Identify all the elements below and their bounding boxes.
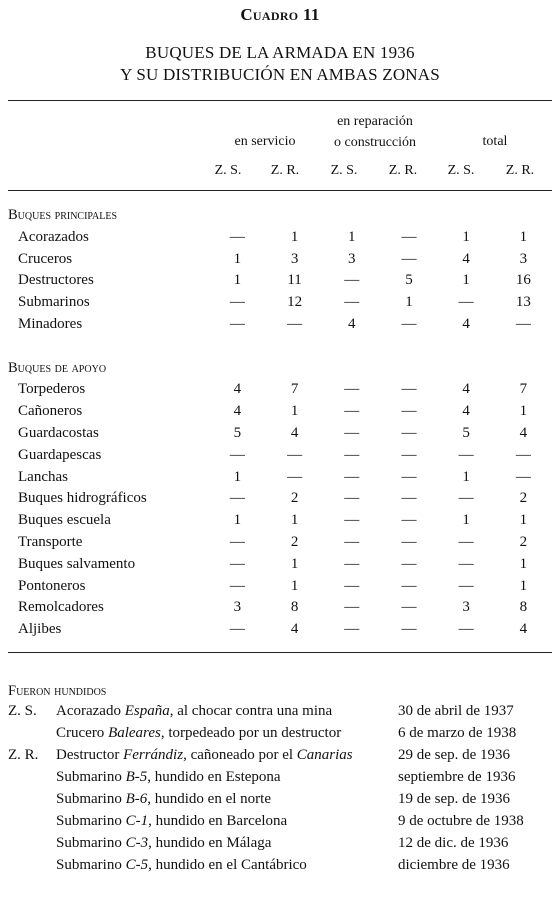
- table-cell: —: [515, 446, 531, 463]
- ship-type: Acorazados: [18, 228, 89, 245]
- sunk-date: 6 de marzo de 1938: [398, 725, 517, 741]
- col-header: Z. S.: [447, 163, 475, 178]
- sunk-date: 12 de dic. de 1936: [398, 835, 509, 851]
- ship-name: España: [124, 703, 170, 719]
- table-cell: —: [401, 403, 417, 420]
- sunk-entry: [8, 700, 548, 722]
- table-row: [8, 401, 552, 423]
- table-cell: 1: [290, 228, 299, 245]
- table-cell: 5: [405, 272, 413, 289]
- table-cell: —: [344, 621, 360, 638]
- table-cell: 8: [290, 599, 299, 616]
- table-cell: 7: [519, 381, 528, 398]
- table-cell: —: [344, 490, 360, 507]
- table-cell: 1: [519, 228, 528, 245]
- table-cell: 8: [519, 599, 528, 616]
- ship-type: Buques salvamento: [18, 555, 136, 572]
- sunk-entry: [8, 854, 548, 876]
- sunk-description: [56, 832, 398, 854]
- ship-type: Transporte: [18, 533, 83, 550]
- table-row: [8, 467, 552, 489]
- table-row: [8, 227, 552, 249]
- section-header-row: [8, 358, 552, 380]
- table-cell: 7: [290, 381, 299, 398]
- table-cell: —: [344, 424, 360, 441]
- table-row: [8, 576, 552, 598]
- sunk-text: Submarino: [56, 791, 126, 807]
- sunk-date: septiembre de 1936: [398, 769, 516, 785]
- sunk-zone: [8, 854, 56, 876]
- ship-type: Guardapescas: [18, 446, 102, 463]
- ship-type: Cruceros: [18, 250, 73, 267]
- table-cell: —: [401, 599, 417, 616]
- sunk-zone: [8, 832, 56, 854]
- table-cell: —: [287, 468, 303, 485]
- table-cell: 5: [233, 424, 242, 441]
- section-header-row: [8, 205, 552, 227]
- ship-type: Guardacostas: [18, 424, 99, 441]
- table-cell: 11: [287, 272, 302, 289]
- table-cell: —: [458, 294, 474, 311]
- table-row: [8, 423, 552, 445]
- ship-type: Cañoneros: [18, 403, 83, 420]
- table-row: [8, 292, 552, 314]
- table-cell: 1: [348, 228, 356, 245]
- table-cell: 1: [290, 512, 299, 529]
- group-header-reparacion-1: en reparación: [337, 114, 413, 129]
- sunk-text: , hundido en Barcelona: [148, 813, 288, 829]
- table-cell: 1: [519, 555, 528, 572]
- ship-type: Minadores: [18, 315, 83, 332]
- sunk-zone: [8, 722, 56, 744]
- table-cell: 16: [515, 272, 531, 289]
- table-cell: 1: [233, 468, 242, 485]
- table-cell: 3: [519, 250, 528, 267]
- sunk-text: , hundido en Málaga: [148, 835, 272, 851]
- table-cell: —: [229, 621, 245, 638]
- sunk-description: [56, 810, 398, 832]
- table-cell: —: [287, 446, 303, 463]
- sunk-date: diciembre de 1936: [398, 857, 510, 873]
- table-cell: 2: [519, 533, 528, 550]
- ship-name: C-1: [125, 813, 149, 829]
- table-cell: —: [344, 403, 360, 420]
- sunk-description: [56, 722, 398, 744]
- sunk-text: , torpedeado por un destructor: [160, 725, 342, 741]
- table-cell: —: [515, 468, 531, 485]
- table-cell: —: [344, 533, 360, 550]
- table-row: [8, 510, 552, 532]
- sunk-text: Submarino: [56, 813, 126, 829]
- table-cell: 1: [405, 294, 413, 311]
- table-cell: 1: [519, 403, 528, 420]
- col-header: Z. R.: [270, 163, 300, 178]
- table-cell: 1: [233, 250, 242, 267]
- table-cell: 3: [233, 599, 242, 616]
- ship-type: Lanchas: [18, 468, 68, 485]
- table-cell: 2: [290, 490, 299, 507]
- table-cell: —: [458, 490, 474, 507]
- sunk-entry: [8, 744, 548, 766]
- table-cell: —: [344, 294, 360, 311]
- table-cell: —: [458, 555, 474, 572]
- sunk-description: [56, 766, 398, 788]
- section-spacer: [8, 336, 552, 358]
- col-header: Z. S.: [214, 163, 242, 178]
- table-cell: 4: [233, 381, 242, 398]
- table-cell: —: [229, 533, 245, 550]
- table-cell: —: [401, 468, 417, 485]
- col-header: Z. R.: [388, 163, 418, 178]
- table-row: [8, 488, 552, 510]
- table-cell: —: [229, 446, 245, 463]
- table-cell: 3: [348, 250, 356, 267]
- sunk-list: [8, 700, 548, 876]
- sunk-entry: [8, 832, 548, 854]
- table-row: [8, 597, 552, 619]
- table-cell: —: [515, 315, 531, 332]
- sunk-description: [56, 788, 398, 810]
- table-cell: 4: [462, 250, 470, 267]
- sunk-text: , hundido en Estepona: [147, 769, 281, 785]
- table-cell: 1: [519, 577, 528, 594]
- table-cell: —: [229, 577, 245, 594]
- table-cell: 12: [287, 294, 303, 311]
- table-cell: —: [344, 446, 360, 463]
- table-row: [8, 270, 552, 292]
- table-cell: 4: [290, 621, 299, 638]
- sunk-zone: [8, 810, 56, 832]
- sunk-date: 30 de abril de 1937: [398, 703, 514, 719]
- sunk-text: , hundido en el Cantábrico: [148, 857, 307, 873]
- sunk-entry: [8, 766, 548, 788]
- table-cell: —: [229, 555, 245, 572]
- ship-name: B-5: [125, 769, 148, 785]
- table-cell: 4: [290, 424, 299, 441]
- table-cell: —: [401, 250, 417, 267]
- sunk-section-title: Fueron hundidos: [8, 683, 107, 699]
- table-cell: —: [344, 599, 360, 616]
- table-cell: 1: [462, 228, 470, 245]
- table-cell: 5: [462, 424, 470, 441]
- sunk-text: Submarino: [56, 835, 126, 851]
- table-cell: —: [229, 490, 245, 507]
- ship-type: Buques hidrográficos: [18, 490, 147, 507]
- ship-type: Buques escuela: [18, 512, 111, 529]
- group-header-servicio: en servicio: [234, 134, 296, 149]
- table-row: [8, 249, 552, 271]
- ship-type: Aljibes: [18, 621, 62, 638]
- ship-name: C-3: [125, 835, 149, 851]
- bottom-rule: [8, 652, 552, 653]
- table-cell: 1: [233, 272, 242, 289]
- table-cell: —: [401, 446, 417, 463]
- table-number: Cuadro 11: [240, 5, 320, 24]
- table-cell: 3: [462, 599, 470, 616]
- sunk-entry: [8, 722, 548, 744]
- sunk-zone: [8, 766, 56, 788]
- table-cell: 1: [233, 512, 242, 529]
- table-cell: 1: [462, 272, 470, 289]
- table-cell: 3: [290, 250, 299, 267]
- table-cell: —: [458, 621, 474, 638]
- top-rule: [8, 100, 552, 101]
- sunk-text: , al chocar contra una mina: [169, 703, 333, 719]
- sunk-text: Submarino: [56, 769, 126, 785]
- table-row: [8, 554, 552, 576]
- header-rule: [8, 190, 552, 191]
- table-cell: —: [401, 315, 417, 332]
- ship-name: Ferrándiz: [123, 747, 184, 763]
- sunk-entry: [8, 810, 548, 832]
- table-cell: —: [344, 555, 360, 572]
- sunk-zone: Z. S.: [8, 703, 37, 719]
- table-cell: 1: [290, 403, 299, 420]
- sunk-text: Acorazado: [56, 703, 125, 719]
- ship-type: Torpederos: [18, 381, 86, 398]
- table-cell: —: [458, 446, 474, 463]
- table-cell: —: [344, 512, 360, 529]
- table-row: [8, 619, 552, 641]
- ship-name: B-6: [125, 791, 148, 807]
- table-cell: 1: [462, 512, 470, 529]
- table-cell: 1: [290, 577, 299, 594]
- table-row: [8, 379, 552, 401]
- table-cell: 2: [519, 490, 528, 507]
- table-cell: —: [401, 533, 417, 550]
- group-header-reparacion-2: o construcción: [333, 135, 417, 150]
- ship-type: Submarinos: [18, 294, 90, 311]
- table-cell: —: [401, 228, 417, 245]
- table-cell: —: [401, 490, 417, 507]
- table-cell: —: [401, 512, 417, 529]
- table-cell: 4: [462, 381, 470, 398]
- table-row: [8, 445, 552, 467]
- ship-type: Pontoneros: [18, 577, 86, 594]
- table-cell: —: [401, 381, 417, 398]
- table-cell: 2: [290, 533, 299, 550]
- table-cell: —: [458, 533, 474, 550]
- group-header-total: total: [482, 134, 508, 149]
- table-cell: 1: [290, 555, 299, 572]
- table-cell: 13: [515, 294, 531, 311]
- ship-type: Remolcadores: [18, 599, 104, 616]
- section-title: Buques de apoyo: [8, 359, 107, 376]
- table-cell: —: [344, 577, 360, 594]
- section-title: Buques principales: [8, 207, 118, 223]
- table-cell: —: [229, 294, 245, 311]
- sunk-text: , cañoneado por el: [183, 747, 297, 763]
- col-header: Z. R.: [505, 163, 535, 178]
- sunk-text: Destructor: [56, 747, 124, 763]
- table-title-line-1: BUQUES DE LA ARMADA EN 1936: [145, 43, 415, 62]
- sunk-zone: [8, 788, 56, 810]
- table-cell: 4: [348, 315, 356, 332]
- ship-name: Baleares: [108, 725, 161, 741]
- table-cell: —: [344, 381, 360, 398]
- ship-name: C-5: [125, 857, 149, 873]
- table-cell: —: [344, 272, 360, 289]
- sunk-entry: [8, 788, 548, 810]
- ship-type: Destructores: [18, 272, 94, 289]
- table-cell: —: [287, 315, 303, 332]
- table-cell: 4: [519, 621, 528, 638]
- table-row: [8, 314, 552, 336]
- sunk-text: Crucero: [56, 725, 109, 741]
- ships-table: [8, 205, 552, 641]
- sunk-date: 29 de sep. de 1936: [398, 747, 511, 763]
- table-cell: —: [401, 424, 417, 441]
- sunk-zone: Z. R.: [8, 747, 39, 763]
- table-cell: 4: [233, 403, 242, 420]
- table-cell: —: [458, 577, 474, 594]
- table-cell: 4: [462, 315, 470, 332]
- table-cell: —: [229, 228, 245, 245]
- sunk-description: [56, 700, 398, 722]
- table-cell: —: [229, 315, 245, 332]
- table-cell: 1: [462, 468, 470, 485]
- sunk-text: Submarino: [56, 857, 126, 873]
- table-cell: 4: [462, 403, 470, 420]
- table-cell: —: [401, 577, 417, 594]
- table-row: [8, 532, 552, 554]
- col-header: Z. S.: [330, 163, 358, 178]
- table-cell: —: [344, 468, 360, 485]
- sunk-text: , hundido en el norte: [147, 791, 271, 807]
- sunk-description: [56, 744, 398, 766]
- table-cell: 1: [519, 512, 528, 529]
- sunk-date: 19 de sep. de 1936: [398, 791, 511, 807]
- sunk-date: 9 de octubre de 1938: [398, 813, 524, 829]
- table-title-line-2: Y SU DISTRIBUCIÓN EN AMBAS ZONAS: [120, 65, 440, 84]
- sunk-description: [56, 854, 398, 876]
- ship-name: Canarias: [296, 747, 353, 763]
- table-cell: —: [401, 621, 417, 638]
- table-cell: —: [401, 555, 417, 572]
- table-cell: 4: [519, 424, 528, 441]
